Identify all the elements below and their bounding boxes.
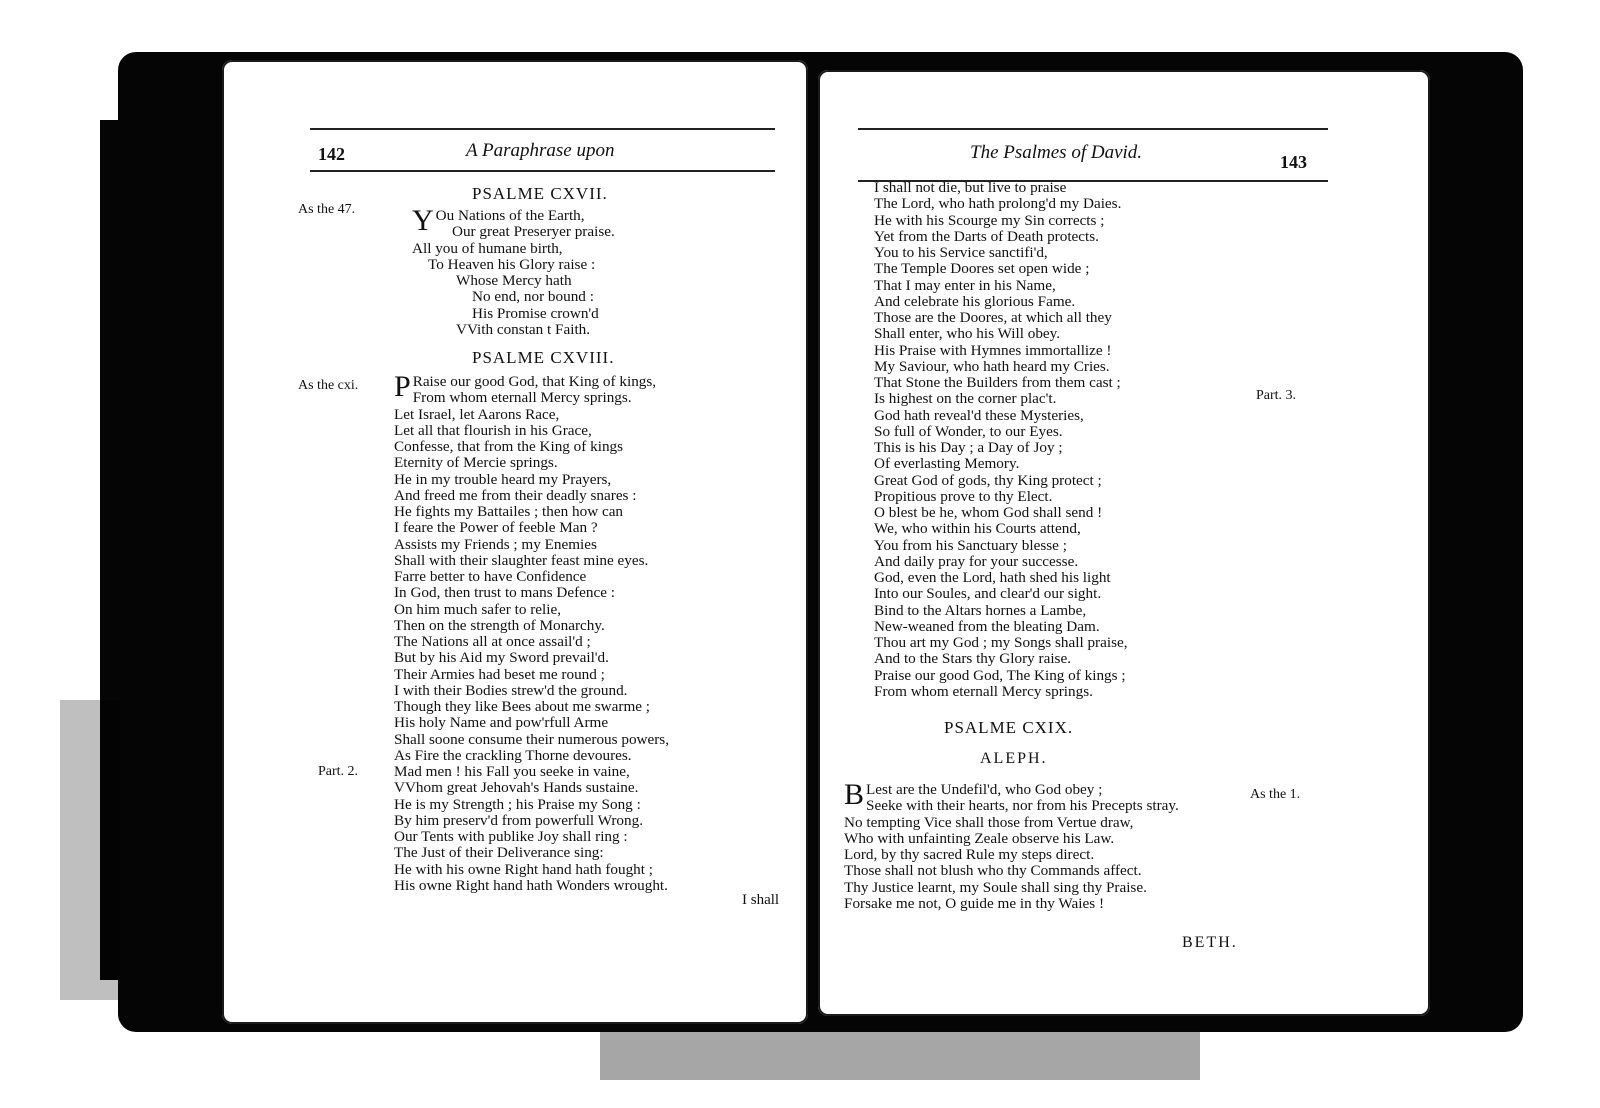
section-beth: BETH. [1182,934,1238,951]
verse-line: The Temple Doores set open wide ; [874,260,1090,278]
verse-line: Let Israel, let Aarons Race, [394,405,560,423]
verse-line: Into our Soules, and clear'd our sight. [874,585,1102,603]
verse-line: PRaise our good God, that King of kings, [394,370,657,403]
verse-line: The Nations all at once assail'd ; [394,633,591,650]
verse-line: His holy Name and pow'rfull Arme [394,714,609,732]
verse-line: Though they like Bees about me swarme ; [394,698,651,715]
verse-line: Let all that flourish in his Grace, [394,421,592,439]
verse-line: Confesse, that from the King of kings [394,438,624,455]
verse-line: By him preserv'd from powerfull Wrong. [394,811,644,829]
psalm-119-margin-note: As the 1. [1250,787,1301,802]
verse-line: His Promise crown'd [472,304,599,322]
header-rule-bottom [310,170,775,172]
verse-line: Shall with their slaughter feast mine eyes. [394,551,649,569]
psalm-119-title: PSALME CXIX. [944,718,1074,737]
verse-line: Great God of gods, thy King protect ; [874,471,1102,489]
verse-line: I with their Bodies strew'd the ground. [394,681,628,699]
verse-line: He with his owne Right hand hath fought ; [394,860,654,878]
verse-line: Lord, by thy sacred Rule my steps direct. [844,846,1095,863]
verse-line: Who with unfainting Zeale observe his Law. [844,829,1115,847]
verse-line: Praise our good God, The King of kings ; [874,666,1126,684]
verse-line: Shall soone consume their numerous powers, [394,730,670,748]
page-number: 142 [318,144,345,164]
left-page [222,60,808,1024]
verse-line: Yet from the Darts of Death protects. [874,227,1099,245]
verse-line: From whom eternall Mercy springs. [874,682,1093,700]
verse-line: No tempting Vice shall those from Vertue draw, [844,813,1134,831]
verse-line: Of everlasting Memory. [874,455,1020,473]
verse-line: To Heaven his Glory raise : [428,255,596,273]
verse-line: He with his Scourge my Sin corrects ; [874,211,1105,229]
verse-line: New-weaned from the bleating Dam. [874,617,1100,635]
verse-line: God hath reveal'd these Mysteries, [874,406,1084,424]
verse-line: God, even the Lord, hath shed his light [874,569,1111,586]
verse-line: This is his Day ; a Day of Joy ; [874,439,1063,456]
verse-line: Thy Justice learnt, my Soule shall sing thy Praise. [844,878,1147,896]
section-aleph: ALEPH. [980,750,1048,767]
verse-line: Propitious prove to thy Elect. [874,487,1053,505]
running-head: A Paraphrase upon [466,140,615,161]
verse-line: VVhom great Jehovah's Hands sustaine. [394,779,639,797]
part-note: Part. 3. [1256,388,1297,403]
verse-line: You from his Sanctuary blesse ; [874,536,1067,554]
page-number: 143 [1280,152,1307,172]
header-rule-top [310,128,775,130]
verse-line: Bind to the Altars hornes a Lambe, [874,601,1087,619]
verse-line: Assists my Friends ; my Enemies [394,535,597,553]
verse-line: YOu Nations of the Earth, [412,204,585,237]
psalm-117-verse [412,204,615,338]
psalm-117-margin-note: As the 47. [298,202,356,217]
verse-line: That I may enter in his Name, [874,276,1056,294]
verse-line: All you of humane birth, [412,239,563,257]
running-head: The Psalmes of David. [970,142,1143,163]
verse-line: His owne Right hand hath Wonders wrought. [394,876,668,894]
verse-line: The Just of their Deliverance sing: [394,844,604,862]
verse-line: That Stone the Builders from them cast ; [874,374,1121,391]
verse-line: And freed me from their deadly snares : [394,486,637,504]
verse-line: Whose Mercy hath [456,272,572,289]
verse-line: Those shall not blush who thy Commands affect. [844,862,1142,880]
verse-line: As Fire the crackling Thorne devoures. [394,746,632,764]
verse-line: My Saviour, who hath heard my Cries. [874,357,1110,375]
verse-line: Is highest on the corner plac't. [874,390,1057,408]
psalm-117-title: PSALME CXVII. [472,184,608,203]
psalm-118-title: PSALME CXVIII. [472,348,615,367]
verse-line: No end, nor bound : [472,288,594,306]
verse-line: Then on the strength of Monarchy. [394,616,605,634]
verse-line: And celebrate his glorious Fame. [874,292,1076,310]
verse-line: And daily pray for your successe. [874,552,1079,570]
verse-line: You to his Service sanctifi'd, [874,244,1048,261]
verse-line: Mad men ! his Fall you seeke in vaine, [394,763,630,780]
verse-line: I shall not die, but live to praise [874,179,1067,196]
verse-line: Eternity of Mercie springs. [394,454,558,472]
verse-line: On him much safer to relie, [394,600,562,618]
verse-line: Farre better to have Confidence [394,568,587,585]
scan-noise [600,1030,1200,1080]
verse-line: He in my trouble heard my Prayers, [394,470,612,488]
right-page [818,70,1430,1016]
psalm-118-verse [394,370,670,894]
header-rule-top [858,128,1328,130]
verse-line: So full of Wonder, to our Eyes. [874,422,1063,440]
psalm-119-verse [844,778,1179,912]
verse-line: Our Tents with publike Joy shall ring : [394,828,628,845]
verse-line: Forsake me not, O guide me in thy Waies ! [844,894,1105,912]
verse-line: We, who within his Courts attend, [874,520,1081,538]
verse-line: O blest be he, whom God shall send ! [874,504,1103,521]
verse-line: VVith constan t Faith. [456,320,591,338]
verse-line: His Praise with Hymnes immortallize ! [874,341,1112,359]
psalm-118-continued-verse [874,180,1128,700]
verse-line: And to the Stars thy Glory raise. [874,650,1071,668]
verse-line: He fights my Battailes ; then how can [394,503,624,520]
psalm-118-part-note: Part. 2. [318,764,359,779]
psalm-118-margin-note: As the cxi. [298,378,359,393]
verse-line: In God, then trust to mans Defence : [394,584,616,602]
catchword: I shall [742,892,780,908]
verse-line: He is my Strength ; his Praise my Song : [394,795,641,813]
verse-line: Our great Preseryer praise. [452,223,615,241]
verse-line: The Lord, who hath prolong'd my Daies. [874,195,1122,213]
verse-line: Seeke with their hearts, nor from his Precepts stray. [866,797,1179,815]
verse-line: BLest are the Undefil'd, who God obey ; [844,778,1103,811]
verse-line: But by his Aid my Sword prevail'd. [394,649,609,667]
verse-line: Those are the Doores, at which all they [874,309,1112,326]
verse-line: Thou art my God ; my Songs shall praise, [874,634,1128,651]
verse-line: Shall enter, who his Will obey. [874,325,1061,343]
verse-line: From whom eternall Mercy springs. [412,389,632,407]
scan-noise [60,700,120,1000]
verse-line: I feare the Power of feeble Man ? [394,519,598,537]
verse-line: Their Armies had beset me round ; [394,665,605,683]
